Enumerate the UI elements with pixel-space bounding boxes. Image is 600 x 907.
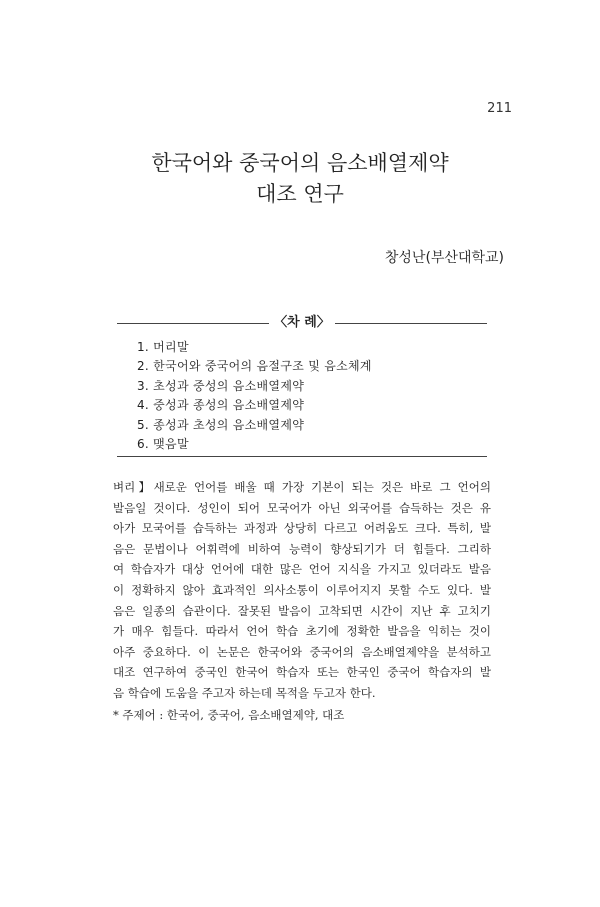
abstract-line: 아주 중요하다. 이 논문은 한국어와 중국어의 음소배열제약을 분석하고 (113, 644, 491, 659)
abstract-line: 발음일 것이다. 성인이 되어 모국어가 아닌 외국어를 습득하는 것은 유 (113, 500, 491, 515)
toc-item: 3. 초성과 중성의 음소배열제약 (137, 378, 305, 393)
abstract (113, 477, 491, 704)
paper-title (0, 148, 600, 210)
page-number: 211 (487, 101, 512, 116)
toc-item: 1. 머리말 (137, 340, 189, 354)
toc-item: 6. 맺음말 (137, 437, 189, 452)
author-affiliation: 창성난(부산대학교) (384, 250, 504, 266)
toc-item: 2. 한국어와 중국어의 음절구조 및 음소체계 (137, 359, 372, 374)
toc-rule-right (335, 323, 487, 324)
abstract-line: 음은 문법이나 어휘력에 비하여 능력이 향상되기가 더 힘들다. 그리하 (113, 541, 491, 556)
toc-item: 5. 종성과 초성의 음소배열제약 (137, 417, 305, 432)
paper-title-line-2: 대조 연구 (256, 182, 344, 206)
abstract-line: 아가 모국어를 습득하는 과정과 상당히 다르고 어려움도 크다. 특히, 발 (113, 521, 491, 536)
abstract-line: 여 학습자가 대상 언어에 대한 많은 언어 지식을 가지고 있더라도 발음 (113, 562, 491, 577)
paper-title-line-1: 한국어와 중국어의 음소배열제약 (151, 151, 449, 175)
toc-item: 4. 중성과 종성의 음소배열제약 (137, 398, 305, 413)
toc-header (117, 313, 487, 333)
abstract-line: 음은 일종의 습관이다. 잘못된 발음이 고착되면 시간이 지난 후 고치기 (113, 603, 491, 618)
toc-rule-left (117, 323, 269, 324)
abstract-line: 벼리】새로운 언어를 배울 때 가장 기본이 되는 것은 바로 그 언어의 (113, 480, 491, 494)
toc-bottom-rule (117, 456, 487, 457)
abstract-line: 음 학습에 도움을 주고자 하는데 목적을 두고자 한다. (113, 685, 376, 700)
toc-list (137, 338, 372, 454)
abstract-line: 이 정확하지 않아 효과적인 의사소통이 이루어지지 못할 수도 있다. 발 (113, 582, 491, 597)
toc-label: 〈차 례〉 (274, 315, 330, 330)
abstract-line: 대조 연구하여 중국인 한국어 학습자 또는 한국인 중국어 학습자의 발 (113, 665, 491, 680)
abstract-line: 가 매우 힘들다. 따라서 언어 학습 초기에 정확한 발음을 익히는 것이 (113, 624, 491, 639)
keywords: * 주제어 : 한국어, 중국어, 음소배열제약, 대조 (113, 708, 345, 722)
